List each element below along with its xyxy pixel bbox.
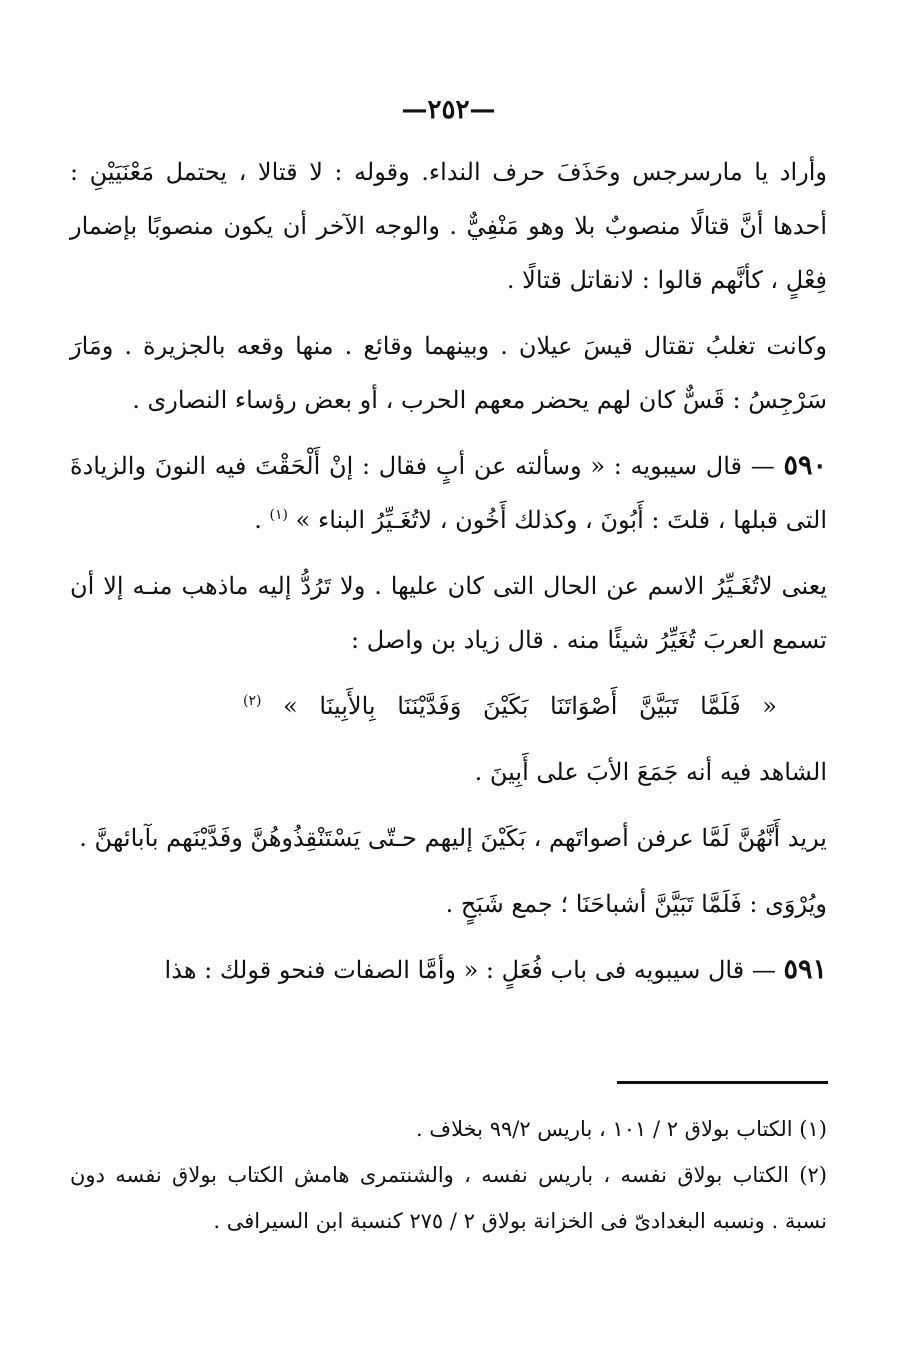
verse-text: « فَلَمَّا تَبَيَّنَّ أَصْوَاتَنَا بَكَيْنَ وَفَدَّيْنَنَا بِالأَبِينَا » [283,692,777,720]
verse-line [70,679,827,733]
paragraph-1: وأراد يا مارسرجس وحَذَفَ حرف النداء. وقوله : لا قتالا ، يحتمل مَعْنَيَيْنِ : أحدها أنَّ قتالًا منصوبٌ بلا وهو مَنْفِيٌّ . والوجه الآخر أن يكون منصوبًا بإضمار فِعْلٍ ، كأنَّهم قالوا : لانقاتل قتالًا . [70,158,827,294]
entry-number: ٥٩٠ [783,450,827,481]
footnote-1: (١) الكتاب بولاق ٢ / ١٠١ ، باريس ٩٩/٢ بخلاف . [415,1117,827,1141]
paragraph-2: وكانت تغلبُ تقتال قيسَ عيلان . وبينهما وقائع . منها وقعه بالجزيرة . ومَارَ سَرْجِسُ : قَسٌّ كان لهم يحضر معهم الحرب ، أو بعض رؤساء النصارى . [70,332,827,414]
footnote-ref-1[interactable]: (١) [269,507,288,523]
footnote-2: (٢) الكتاب بولاق نفسه ، باريس نفسه ، والشنتمرى هامش الكتاب بولاق نفسه دون نسبة . ونسبه البغدادىّ فى الخزانة بولاق ٢ / ٢٧٥ كنسبة ابن السيرافى . [70,1163,827,1233]
entry-number: ٥٩١ [783,954,827,985]
page-number: —٢٥٢— [401,95,496,125]
paragraph-6: يريد أَنَّهُنَّ لَمَّا عرفن أصواتَهم ، بَكَيْنَ إليهم حـتّى يَسْتَنْقِذُوهُنَّ وفَدَّيْنَهم بآبائهنَّ . [79,824,827,852]
entry-text: — قال سيبويه : « وسألته عن أبٍ فقال : إنْ أَلْحَقْتَ فيه النونَ والزيادةَ التى قبلها ، قلتَ : أَبُونَ ، وكذلك أَخُون ، لاتُغَـيِّرُ البناء » [70,452,827,534]
entry-590: ٥٩٠ — قال سيبويه : « وسألته عن أبٍ فقال : إنْ أَلْحَقْتَ فيه النونَ والزيادةَ التى قبلها ، قلتَ : أَبُونَ ، وكذلك أَخُون ، لاتُغَـيِّرُ البناء » $^{(١)}$ . [70,450,827,534]
footnotes [70,1106,827,1244]
paragraph-7: ويُرْوَى : فَلَمَّا تَبَيَّنَّ أشباحَنَا ؛ جمع شَبَحٍ . [445,890,827,918]
entry-591 [70,943,827,997]
footnote-ref-2[interactable]: (٢) [242,693,262,709]
paragraph-4: يعنى لاتُغَـيِّرُ الاسم عن الحال التى كان عليها . ولا تَرُدُّ إليه ماذهب منـه إلا أن تسمع العربَ تُغَيِّرُ شيئًا منه . قال زياد بن واصل : [70,572,827,654]
footnote-divider [617,1081,828,1084]
paragraph-5: الشاهد فيه أنه جَمَعَ الأبَ على أَبِينَ . [474,758,827,786]
entry-text: — قال سيبويه فى باب فُعَلٍ : « وأمَّا الصفات فنحو قولك : هذا [164,956,776,984]
